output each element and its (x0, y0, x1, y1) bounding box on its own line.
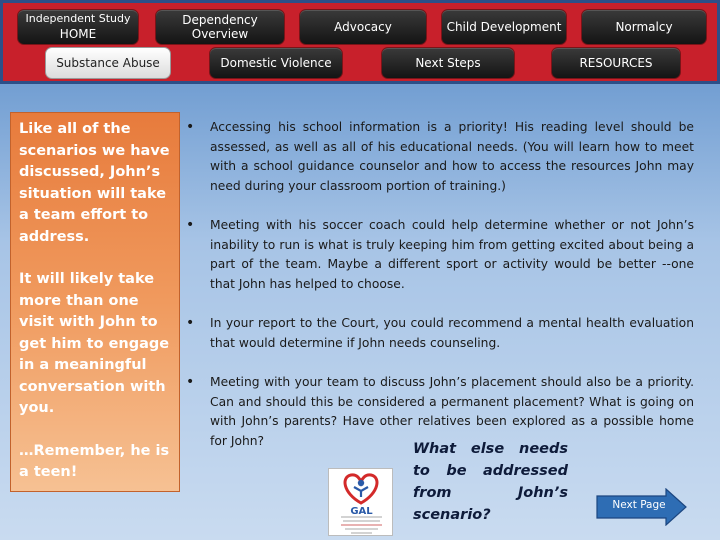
action-item-coach (186, 216, 694, 294)
bullet-marker: • (186, 119, 195, 135)
home-button-subtitle: Independent Study (25, 12, 131, 26)
advocacy-button[interactable]: Advocacy (299, 9, 427, 45)
home-button[interactable] (17, 9, 139, 45)
reflection-question: What else needs to be addressed from John’s scenario? (413, 441, 568, 523)
scenario-summary-panel (10, 112, 180, 492)
normalcy-button[interactable]: Normalcy (581, 9, 707, 45)
resources-button[interactable]: RESOURCES (551, 47, 681, 79)
action-item-text: Meeting with your team to discuss John’s placement should also be a priority. Can and should this be considered a permanent placement? What is going on with John’s parents? Have other relatives been explored as a possible home for John? (210, 375, 694, 448)
home-button-label: HOME (59, 27, 97, 42)
next-page-button[interactable] (596, 488, 688, 526)
child-development-button[interactable]: Child Development (441, 9, 567, 45)
next-page-label: Next Page (612, 499, 666, 511)
next-steps-button[interactable]: Next Steps (381, 47, 515, 79)
substance-abuse-button[interactable]: Substance Abuse (45, 47, 171, 79)
bullet-marker: • (186, 217, 195, 233)
gal-logo (328, 468, 393, 536)
action-item-text: Accessing his school information is a priority! His reading level should be assessed, as well as all of his educational needs. (You will learn how to meet with a school guidance counselor and how to access the resources John may need during your classroom portion of training.) (210, 120, 694, 193)
action-item-school (186, 118, 694, 196)
summary-paragraph-visits: It will likely take more than one visit with John to get him to engage in a meaningful conversation with you. (19, 271, 170, 416)
dependency-overview-button[interactable]: Dependency Overview (155, 9, 285, 45)
top-navigation-bar (0, 0, 720, 84)
action-item-text: In your report to the Court, you could recommend a mental health evaluation that would determine if John needs counseling. (210, 316, 694, 350)
gal-heart-icon (329, 469, 394, 537)
action-items-list (186, 118, 694, 471)
bullet-marker: • (186, 315, 195, 331)
summary-paragraph-reminder: …Remember, he is a teen! (19, 442, 170, 480)
action-item-court-report (186, 314, 694, 353)
summary-paragraph-team-effort: Like all of the scenarios we have discussed, John’s situation will take a team effort to address. (19, 121, 170, 245)
bullet-marker: • (186, 374, 195, 390)
gal-logo-text: GAL (350, 506, 373, 517)
domestic-violence-button[interactable]: Domestic Violence (209, 47, 343, 79)
action-item-text: Meeting with his soccer coach could help determine whether or not John’s inability to run is what is truly keeping him from getting excited about being a part of the team. Maybe a different sport or activity would be better --one that John has helped to choose. (210, 218, 694, 291)
